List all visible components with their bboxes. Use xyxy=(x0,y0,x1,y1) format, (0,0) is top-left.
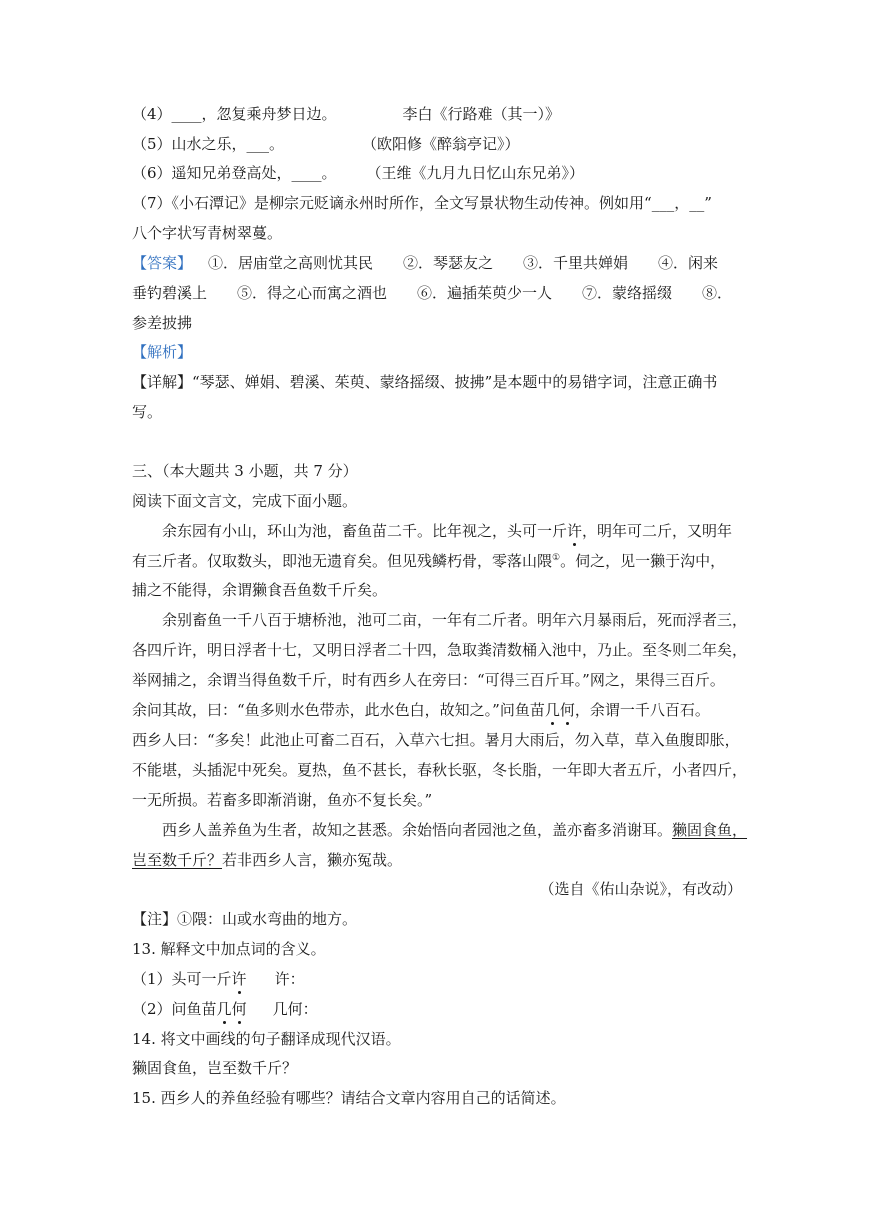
question-5-text: （5）山水之乐，___。 xyxy=(132,135,285,153)
question-14-sentence: 獭固食鱼，岂至数千斤？ xyxy=(132,1059,298,1077)
passage-text: 西乡人盖养鱼为生者，故知之甚悉。余始悟向者园池之鱼，盖亦畜多消谢耳。 xyxy=(162,821,673,839)
passage-p1-line-3: 捕之不能得，余谓獭食吾鱼数千斤矣。 xyxy=(132,581,388,599)
underlined-sentence: 獭固食鱼， xyxy=(672,821,748,839)
question-6-text: （6）遥知兄弟登高处，____。 xyxy=(132,164,337,182)
question-6 xyxy=(132,163,742,183)
answer-blank-label: 许： xyxy=(274,970,305,988)
passage-text: ，余谓一千八百石。 xyxy=(574,701,710,719)
question-5-source: （欧阳修《醉翁亭记》） xyxy=(362,135,520,153)
answer-line-1 xyxy=(132,253,742,273)
passage-p2-line-1: 余别畜鱼一千八百于塘桥池，池可二亩，一年有二斤者。明年六月暴雨后，死而浮者三， xyxy=(162,611,748,629)
answer-line-2: 垂钓碧溪上 ⑤．得之心而寓之酒也 ⑥．遍插茱萸少一人 ⑦．蒙络摇缀 ⑧． xyxy=(132,284,733,302)
answer-text-1: ①．居庙堂之高则忧其民 ②．琴瑟友之 ③．千里共婵娟 ④．闲来 xyxy=(208,254,719,272)
passage-source: （选自《佑山杂说》，有改动） xyxy=(539,880,742,898)
passage-p2-line-7: 一无所损。若畜多即渐消谢，鱼亦不复长矣。” xyxy=(132,791,433,809)
passage-p2-line-2: 各四斤许，明日浮者十七，又明日浮者二十四，急取粪清数桶入池中，乃止。至冬则二年矣， xyxy=(132,641,748,659)
passage-p2-line-5: 西乡人曰：“多矣！此池止可畜二百石，入草六七担。暑月大雨后，勿入草，草入鱼腹即胀， xyxy=(132,731,740,749)
passage-text: 余东园有小山，环山为池，畜鱼苗二千。比年视之，头可一斤 xyxy=(162,522,568,540)
question-13-item-2 xyxy=(132,999,742,1019)
section-intro: 阅读下面文言文，完成下面小题。 xyxy=(132,492,358,510)
footnote: 【注】①隈：山或水弯曲的地方。 xyxy=(132,910,358,928)
passage-text: ，明年可二斤，又明年 xyxy=(582,522,733,540)
passage-p2-line-6: 不能堪，头插泥中死矣。夏热，鱼不甚长，春秋长驱，冬长脂，一年即大者五斤，小者四斤， xyxy=(132,761,748,779)
question-15-title: 15. 西乡人的养鱼经验有哪些？请结合文章内容用自己的话简述。 xyxy=(132,1089,566,1107)
passage-text: 余问其故，曰：“鱼多则水色带赤，此水色白，故知之。”问鱼苗 xyxy=(132,701,545,719)
passage-text: 若非西乡人言，獭亦冤哉。 xyxy=(222,851,403,869)
answer-tag: 【答案】 xyxy=(132,254,193,272)
detail-line-2: 写。 xyxy=(132,403,163,421)
passage-text: 有三斤者。仅取数头，即池无遗育矣。但见残鳞朽骨，零落山隈 xyxy=(132,552,553,570)
dotted-word: 何 xyxy=(559,701,575,719)
item-text: （1）头可一斤 xyxy=(132,970,232,988)
passage-p2-line-3: 举网捕之，余谓当得鱼数千斤，时有西乡人在旁曰：“可得三百斤耳。”网之，果得三百斤。 xyxy=(132,671,725,689)
question-13-title: 13. 解释文中加点词的含义。 xyxy=(132,940,326,958)
section-title: 三、（本大题共 3 小题，共 7 分） xyxy=(132,462,358,480)
dotted-word: 几 xyxy=(544,701,560,719)
dotted-word: 许 xyxy=(567,522,583,540)
question-14-title: 14. 将文中画线的句子翻译成现代汉语。 xyxy=(132,1030,401,1048)
answer-line-3: 参差披拂 xyxy=(132,314,193,332)
item-text: （2）问鱼苗 xyxy=(132,1000,217,1018)
answer-blank-label: 几何： xyxy=(272,1000,318,1018)
analysis-tag: 【解析】 xyxy=(132,343,193,361)
question-4 xyxy=(132,104,742,124)
question-5 xyxy=(132,134,742,154)
question-7-line-2: 八个字状写青树翠蔓。 xyxy=(132,224,283,242)
question-6-source: （王维《九月九日忆山东兄弟》） xyxy=(366,164,585,182)
question-7-line-1: （7）《小石潭记》是柳宗元贬谪永州时所作，全文写景状物生动传神。例如用“___，__” xyxy=(132,194,712,212)
passage-p3-line-2 xyxy=(132,850,742,870)
question-4-source: 李白《行路难（其一）》 xyxy=(402,105,561,123)
passage-p2-line-4 xyxy=(132,700,742,720)
dotted-word: 何 xyxy=(231,1000,247,1018)
detail-line-1: 【详解】“琴瑟、婵娟、碧溪、茱萸、蒙络摇缀、披拂”是本题中的易错字词，注意正确书 xyxy=(132,373,718,391)
question-4-text: （4）____，忽复乘舟梦日边。 xyxy=(132,105,337,123)
passage-text: 。伺之，见一獭于沟中， xyxy=(560,552,726,570)
footnote-mark: ① xyxy=(552,553,561,563)
passage-p3-line-1 xyxy=(162,820,772,840)
dotted-word: 几 xyxy=(216,1000,232,1018)
passage-p1-line-1 xyxy=(162,521,772,541)
passage-p1-line-2 xyxy=(132,551,742,571)
underlined-sentence: 岂至数千斤？ xyxy=(132,851,223,869)
dotted-word: 许 xyxy=(231,970,247,988)
question-13-item-1 xyxy=(132,969,742,989)
